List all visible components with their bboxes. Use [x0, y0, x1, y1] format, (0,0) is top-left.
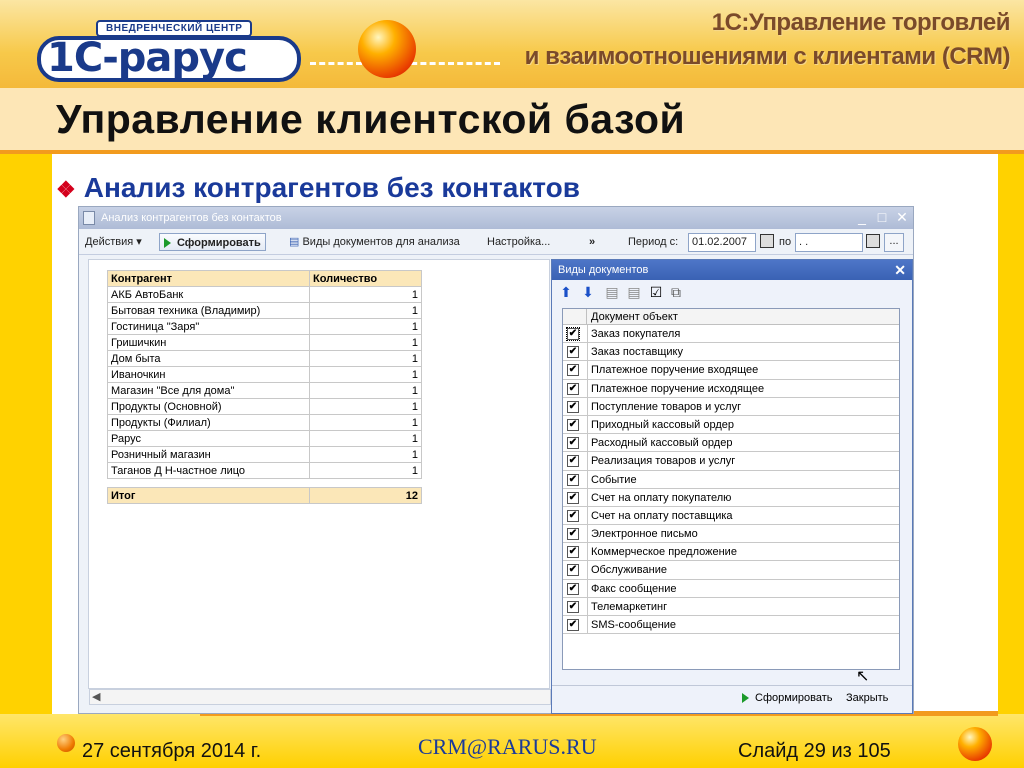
list-item-label: Заказ поставщику [591, 346, 683, 359]
right-stripe [998, 154, 1024, 714]
checkbox[interactable]: ✔ [568, 400, 578, 412]
move-up-icon[interactable]: ⬆ [560, 284, 572, 300]
contractor-cell: Гришичкин [108, 335, 310, 351]
checkbox[interactable]: ✔ [568, 382, 578, 394]
list-column-header: Документ объект [591, 311, 678, 323]
maximize-icon[interactable]: □ [877, 209, 887, 225]
column-separator [587, 616, 588, 633]
report-window [78, 206, 914, 714]
report-area [88, 259, 550, 689]
total-value: 12 [310, 488, 422, 504]
table-row[interactable] [108, 431, 422, 447]
more-button[interactable]: » [589, 236, 596, 248]
settings-button[interactable]: Настройка... [487, 236, 551, 248]
list-item[interactable] [563, 452, 899, 470]
minimize-icon[interactable]: _ [858, 209, 866, 225]
list-item[interactable] [563, 380, 899, 398]
column-separator [587, 471, 588, 488]
table-row[interactable] [108, 351, 422, 367]
orb-decoration [958, 727, 992, 761]
contractor-cell: Дом быта [108, 351, 310, 367]
header-check-cell [563, 309, 587, 325]
generate-button[interactable] [159, 233, 266, 251]
product-title [525, 6, 1010, 74]
column-separator [587, 507, 588, 524]
period-label: Период с: [628, 236, 679, 248]
contractor-cell: Розничный магазин [108, 447, 310, 463]
total-label: Итог [108, 488, 310, 504]
column-separator [587, 416, 588, 433]
checkbox[interactable]: ✔ [568, 473, 578, 485]
list-item-label: Поступление товаров и услуг [591, 400, 742, 413]
checkbox[interactable]: ✔ [568, 328, 578, 339]
dialog-close-icon[interactable]: ✕ [894, 262, 906, 278]
contractor-cell: Таганов Д Н-частное лицо [108, 463, 310, 479]
product-title-line2: и взаимоотношениями с клиентами (CRM) [524, 43, 1010, 70]
list-item-label: SMS-сообщение [591, 619, 677, 631]
slide-subtitle [56, 172, 580, 204]
table-row[interactable] [108, 367, 422, 383]
list-item[interactable] [563, 343, 899, 361]
contractor-cell: Бытовая техника (Владимир) [108, 303, 310, 319]
checkbox[interactable]: ✔ [568, 546, 578, 558]
column-header-count: Количество [310, 271, 422, 287]
move-down-icon[interactable]: ⬇ [582, 284, 594, 300]
logo-tag: ВНЕДРЕНЧЕСКИЙ ЦЕНТР [96, 20, 252, 37]
column-separator [587, 325, 588, 342]
checkbox[interactable]: ✔ [568, 455, 578, 467]
orange-dot-icon [57, 734, 75, 752]
doc-types-button[interactable] [289, 233, 460, 251]
column-separator [587, 561, 588, 578]
column-separator [587, 543, 588, 560]
list-item[interactable] [563, 525, 899, 543]
diamond-bullet-icon: ❖ [56, 177, 76, 202]
table-row[interactable] [108, 415, 422, 431]
checkbox[interactable]: ✔ [568, 346, 578, 358]
footer-email[interactable]: CRM@RARUS.RU [418, 734, 597, 759]
spacer-row [108, 479, 422, 488]
count-cell: 1 [310, 447, 422, 463]
list-item-label: Платежное поручение исходящее [591, 382, 765, 395]
list-item[interactable] [563, 489, 899, 507]
checkbox[interactable]: ✔ [568, 619, 578, 630]
column-separator [587, 361, 588, 378]
count-cell: 1 [310, 335, 422, 351]
contractor-cell: Гостиница "Заря" [108, 319, 310, 335]
count-cell: 1 [310, 463, 422, 479]
left-stripe [0, 154, 52, 714]
window-titlebar [79, 207, 913, 229]
column-separator [587, 598, 588, 615]
actions-menu[interactable]: Действия ▾ [85, 236, 142, 248]
list-item-label: Обслуживание [591, 564, 667, 577]
footer-date: 27 сентября 2014 г. [82, 740, 262, 762]
table-row[interactable] [108, 463, 422, 479]
sort-desc-icon[interactable]: ▤ [627, 284, 641, 300]
list-item-label: Расходный кассовый ордер [591, 437, 733, 450]
mouse-cursor-icon: ↖ [856, 668, 870, 685]
contractor-cell: АКБ АвтоБанк [108, 287, 310, 303]
list-item[interactable] [563, 325, 899, 343]
list-item-label: Счет на оплату поставщика [591, 509, 733, 522]
sort-asc-icon[interactable]: ▤ [605, 284, 619, 300]
play-icon [742, 693, 749, 703]
column-separator [587, 380, 588, 397]
orange-divider [0, 150, 1024, 154]
list-item-label: Заказ покупателя [591, 328, 681, 340]
dialog-close-button[interactable]: Закрыть [846, 692, 889, 704]
list-item[interactable] [563, 416, 899, 434]
contractor-cell: Магазин "Все для дома" [108, 383, 310, 399]
doc-types-list [562, 308, 900, 670]
document-icon [83, 211, 95, 225]
list-header [563, 309, 899, 325]
company-logo: 1С-рарус [37, 36, 301, 82]
table-row[interactable] [108, 287, 422, 303]
toolbar [79, 229, 913, 255]
table-row[interactable] [108, 303, 422, 319]
calendar-icon[interactable] [760, 234, 774, 248]
list-item[interactable] [563, 561, 899, 579]
total-row [108, 488, 422, 504]
checkbox[interactable]: ✔ [568, 564, 578, 576]
count-cell: 1 [310, 367, 422, 383]
column-header-contractor: Контрагент [108, 271, 310, 287]
dialog-titlebar [552, 260, 912, 280]
column-separator [587, 580, 588, 597]
check-all-icon[interactable]: ☑ [649, 284, 663, 300]
scroll-left-icon[interactable]: ◀ [92, 691, 101, 703]
dialog-generate-label: Сформировать [755, 692, 833, 704]
report-table [107, 270, 422, 504]
ellipsis-button[interactable]: ... [884, 233, 904, 252]
column-separator [587, 525, 588, 542]
dialog-title: Виды документов [558, 264, 649, 276]
horizontal-scrollbar[interactable] [89, 689, 551, 705]
dialog-toolbar [552, 280, 912, 306]
contractor-cell: Рарус [108, 431, 310, 447]
checkbox[interactable]: ✔ [568, 437, 578, 449]
list-item-label: Реализация товаров и услуг [591, 455, 736, 468]
count-cell: 1 [310, 399, 422, 415]
count-cell: 1 [310, 319, 422, 335]
list-item-label: Электронное письмо [591, 528, 698, 541]
list-item[interactable] [563, 361, 899, 379]
dialog-generate-button[interactable] [742, 692, 833, 704]
list-item-label: Платежное поручение входящее [591, 364, 759, 377]
play-icon [164, 238, 171, 248]
list-item[interactable] [563, 471, 899, 489]
window-title: Анализ контрагентов без контактов [101, 212, 282, 224]
column-separator [587, 398, 588, 415]
generate-label: Сформировать [177, 237, 261, 249]
close-icon[interactable]: ✕ [896, 209, 908, 225]
product-title-line1: 1С:Управление торговлей [711, 9, 1010, 36]
list-item-label: Счет на оплату покупателю [591, 491, 732, 504]
list-item[interactable] [563, 398, 899, 416]
copy-icon[interactable]: ⧉ [671, 284, 681, 300]
count-cell: 1 [310, 303, 422, 319]
contractor-cell: Иваночкин [108, 367, 310, 383]
column-separator [587, 452, 588, 469]
count-cell: 1 [310, 287, 422, 303]
count-cell: 1 [310, 383, 422, 399]
list-item-label: Факс сообщение [591, 582, 677, 595]
count-cell: 1 [310, 431, 422, 447]
period-to-label: по [779, 236, 792, 248]
table-row[interactable] [108, 335, 422, 351]
doc-types-dialog [551, 259, 913, 714]
column-separator [587, 489, 588, 506]
list-item[interactable] [563, 580, 899, 598]
slide-number: Слайд 29 из 105 [738, 740, 891, 762]
actions-label: Действия [85, 236, 134, 248]
slide-title: Управление клиентской базой [56, 96, 686, 142]
list-item[interactable] [563, 598, 899, 616]
table-row[interactable] [108, 383, 422, 399]
doc-types-icon: ▤ [289, 236, 300, 248]
orb-decoration [358, 20, 416, 78]
list-item[interactable] [563, 434, 899, 452]
period-from-input[interactable]: 01.02.2007 [688, 233, 756, 252]
report-header-row [108, 271, 422, 287]
period-to-input[interactable]: . . [795, 233, 863, 252]
count-cell: 1 [310, 351, 422, 367]
checkbox[interactable]: ✔ [568, 491, 578, 503]
subtitle-text: Анализ контрагентов без контактов [83, 172, 580, 203]
checkbox[interactable]: ✔ [568, 528, 578, 540]
dialog-footer [552, 685, 912, 713]
table-row[interactable] [108, 399, 422, 415]
table-row[interactable] [108, 447, 422, 463]
checkbox[interactable]: ✔ [568, 582, 578, 594]
checkbox[interactable]: ✔ [568, 509, 578, 521]
checkbox[interactable]: ✔ [568, 364, 578, 376]
contractor-cell: Продукты (Филиал) [108, 415, 310, 431]
count-cell: 1 [310, 415, 422, 431]
contractor-cell: Продукты (Основной) [108, 399, 310, 415]
list-item-label: Коммерческое предложение [591, 546, 737, 559]
list-item-label: Телемаркетинг [591, 600, 668, 613]
list-item[interactable] [563, 507, 899, 525]
list-item-label: Приходный кассовый ордер [591, 418, 735, 431]
table-row[interactable] [108, 319, 422, 335]
list-item[interactable] [563, 616, 899, 634]
column-separator [587, 343, 588, 360]
list-item[interactable] [563, 543, 899, 561]
checkbox[interactable]: ✔ [568, 600, 578, 612]
calendar-icon[interactable] [866, 234, 880, 248]
doc-types-label: Виды документов для анализа [302, 236, 460, 248]
column-separator [587, 434, 588, 451]
list-item-label: Событие [591, 473, 637, 486]
checkbox[interactable]: ✔ [568, 418, 578, 430]
